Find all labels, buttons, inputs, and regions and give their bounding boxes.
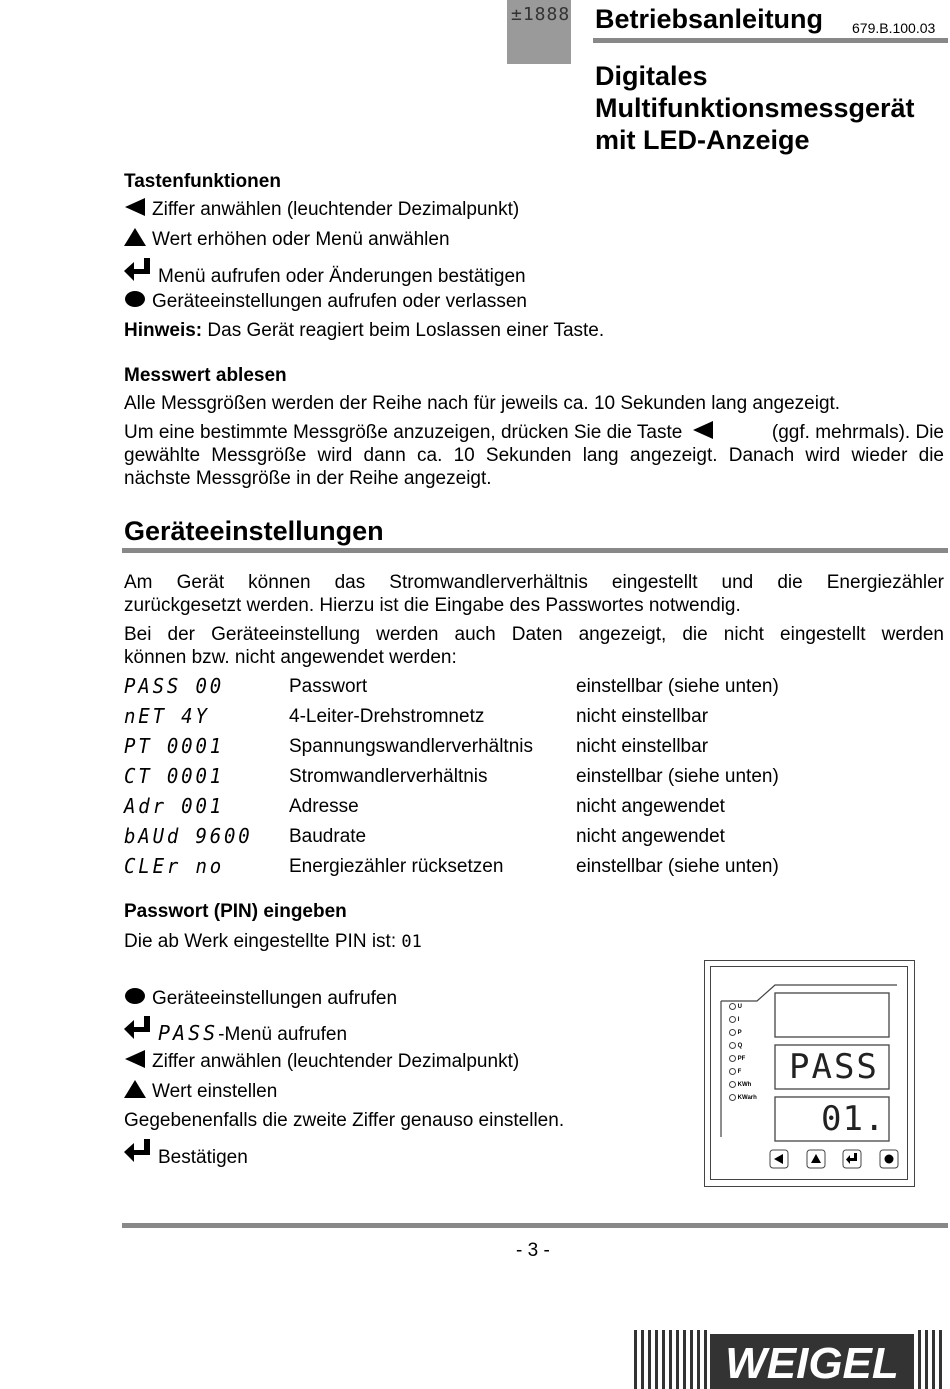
- settings-code: PT 0001: [124, 734, 225, 758]
- led-icon: [729, 1016, 736, 1023]
- pin-step: [124, 1050, 519, 1073]
- led-icon: [729, 1055, 736, 1062]
- enter-icon: [124, 258, 152, 282]
- pin-default-text: Die ab Werk eingestellte PIN ist:: [124, 931, 402, 952]
- up-arrow-icon: [124, 228, 146, 246]
- key-function-text: Menü aufrufen oder Änderungen bestätigen: [158, 266, 526, 287]
- indicator-led: [729, 1042, 757, 1055]
- reading-text-part: (ggf. mehrmals). Die: [771, 422, 944, 443]
- enter-icon: [124, 1016, 152, 1040]
- pin-value: 01: [401, 932, 422, 952]
- led-icon: [729, 1042, 736, 1049]
- left-arrow-icon: [124, 1050, 146, 1068]
- settings-name: 4-Leiter-Drehstromnetz: [289, 706, 485, 727]
- left-arrow-icon: [124, 198, 146, 216]
- settings-code: PASS 00: [124, 674, 225, 698]
- settings-state: einstellbar (siehe unten): [576, 676, 779, 697]
- settings-code: nET 4Y: [124, 704, 210, 728]
- pin-step-text: Geräteeinstellungen aufrufen: [152, 988, 398, 1009]
- settings-name: Stromwandlerverhältnis: [289, 766, 488, 787]
- indicator-label: I: [737, 1017, 740, 1024]
- led-icon: [729, 1068, 736, 1075]
- settings-row: [124, 675, 944, 705]
- settings-row: [124, 855, 944, 885]
- pin-step: [124, 1016, 347, 1046]
- settings-state: nicht angewendet: [576, 826, 725, 847]
- settings-name: Energiezähler rücksetzen: [289, 856, 504, 877]
- document-number: 679.B.100.03: [852, 20, 936, 36]
- reading-heading: Messwert ablesen: [124, 365, 287, 386]
- enter-icon: [124, 1139, 152, 1163]
- settings-code: CT 0001: [124, 764, 225, 788]
- key-function-item: [124, 258, 526, 288]
- settings-intro-line: können bzw. nicht angewendet werden:: [124, 647, 457, 668]
- pin-step-text: -Menü aufrufen: [218, 1024, 348, 1045]
- led-icon: [729, 1029, 736, 1036]
- brand-name: WEIGEL: [725, 1339, 899, 1388]
- settings-divider: [122, 548, 948, 553]
- device-enter-button-icon: [842, 1149, 862, 1169]
- indicator-led: [729, 1094, 757, 1107]
- device-button-row: [769, 1149, 899, 1169]
- left-arrow-icon: [692, 421, 714, 439]
- hint-text: Das Gerät reagiert beim Loslassen einer Taste.: [202, 320, 605, 341]
- indicator-label: PF: [737, 1056, 746, 1063]
- indicator-led: [729, 1003, 757, 1016]
- key-functions-heading: Tastenfunktionen: [124, 171, 281, 192]
- settings-heading: Geräteeinstellungen: [124, 516, 384, 546]
- pin-heading: Passwort (PIN) eingeben: [124, 901, 347, 922]
- settings-row: [124, 765, 944, 795]
- reading-text-part: Um eine bestimmte Messgröße anzuzeigen, drücken Sie die Taste: [124, 422, 683, 443]
- settings-state: nicht angewendet: [576, 796, 725, 817]
- device-illustration: [704, 960, 915, 1187]
- circle-icon: [124, 290, 146, 308]
- settings-code: CLEr no: [124, 854, 225, 878]
- indicator-list: [729, 1003, 757, 1107]
- settings-state: nicht einstellbar: [576, 706, 709, 727]
- indicator-label: KWh: [737, 1082, 752, 1089]
- brand-logo-icon: [632, 1330, 948, 1389]
- led-icon: [729, 1081, 736, 1088]
- pin-step-text: Wert einstellen: [152, 1081, 278, 1102]
- reading-paragraph-line: gewählte Messgröße wird dann ca. 10 Sekunden lang angezeigt. Danach wird wieder die: [124, 445, 944, 466]
- settings-code: bAUd 9600: [124, 824, 253, 848]
- pin-step: [124, 1139, 248, 1169]
- footer-divider: [122, 1223, 948, 1228]
- settings-intro-line: Am Gerät können das Stromwandlerverhältnis eingestellt und die Energiezähler: [124, 572, 944, 593]
- reading-paragraph: Alle Messgrößen werden der Reihe nach für jeweils ca. 10 Sekunden lang angezeigt.: [124, 393, 841, 414]
- settings-name: Baudrate: [289, 826, 367, 847]
- reading-paragraph-line: nächste Messgröße in der Reihe angezeigt.: [124, 468, 492, 489]
- key-function-text: Ziffer anwählen (leuchtender Dezimalpunkt): [152, 199, 520, 220]
- display-logo-icon: [507, 0, 571, 64]
- indicator-label: P: [737, 1030, 742, 1037]
- indicator-led: [729, 1081, 757, 1094]
- pin-step: [124, 987, 397, 1010]
- product-title-line: Multifunktionsmessgerät: [595, 93, 915, 123]
- pin-note: Gegebenenfalls die zweite Ziffer genauso einstellen.: [124, 1110, 565, 1131]
- product-title-line: mit LED-Anzeige: [595, 125, 810, 155]
- weigel-logo: [632, 1330, 948, 1389]
- hint-label: Hinweis:: [124, 320, 203, 341]
- settings-row: [124, 825, 944, 855]
- device-left-button-icon: [769, 1149, 789, 1169]
- settings-code: Adr 001: [124, 794, 225, 818]
- up-arrow-icon: [124, 1080, 146, 1098]
- settings-intro-line: Bei der Geräteeinstellung werden auch Daten angezeigt, die nicht eingestellt werden: [124, 624, 944, 645]
- indicator-label: U: [737, 1004, 743, 1011]
- reading-paragraph-line: [124, 421, 944, 444]
- settings-name: Passwort: [289, 676, 368, 697]
- settings-state: einstellbar (siehe unten): [576, 766, 779, 787]
- led-icon: [729, 1094, 736, 1101]
- settings-state: einstellbar (siehe unten): [576, 856, 779, 877]
- settings-row: [124, 735, 944, 765]
- reading-text: [124, 421, 720, 444]
- page-number: - 3 -: [516, 1240, 550, 1261]
- indicator-label: F: [737, 1069, 742, 1076]
- pin-confirm-text: Bestätigen: [158, 1147, 248, 1168]
- header-divider: [593, 38, 948, 43]
- hint-line: [124, 319, 604, 342]
- settings-name: Adresse: [289, 796, 359, 817]
- settings-name: Spannungswandlerverhältnis: [289, 736, 533, 757]
- key-function-text: Geräteeinstellungen aufrufen oder verlassen: [152, 291, 527, 312]
- key-function-item: [124, 290, 527, 313]
- device-set-button-icon: [879, 1149, 899, 1169]
- indicator-led: [729, 1068, 757, 1081]
- circle-icon: [124, 987, 146, 1005]
- settings-state: nicht einstellbar: [576, 736, 709, 757]
- indicator-led: [729, 1055, 757, 1068]
- pin-step-text: Ziffer anwählen (leuchtender Dezimalpunkt): [152, 1051, 520, 1072]
- product-title-line: Digitales: [595, 61, 708, 91]
- key-function-item: [124, 198, 519, 221]
- key-function-text: Wert erhöhen oder Menü anwählen: [152, 229, 450, 250]
- device-front-panel: [710, 966, 908, 1180]
- settings-intro-line: zurückgesetzt werden. Hierzu ist die Eingabe des Passwortes notwendig.: [124, 595, 741, 616]
- pin-step: [124, 1080, 277, 1103]
- key-function-item: [124, 228, 450, 251]
- indicator-label: KWarh: [737, 1095, 757, 1102]
- device-up-button-icon: [806, 1149, 826, 1169]
- pin-default-line: [124, 930, 422, 954]
- indicator-label: Q: [737, 1043, 743, 1050]
- indicator-led: [729, 1029, 757, 1042]
- document-title: Betriebsanleitung: [595, 4, 824, 34]
- settings-row: [124, 795, 944, 825]
- indicator-led: [729, 1016, 757, 1029]
- display-logo-text: ±1888: [511, 4, 571, 25]
- device-display-bottom: 01.: [821, 1099, 886, 1139]
- device-display-middle: PASS: [789, 1047, 879, 1087]
- led-icon: [729, 1003, 736, 1010]
- pin-step-code: PASS: [158, 1021, 219, 1045]
- settings-row: [124, 705, 944, 735]
- product-title: [595, 60, 915, 156]
